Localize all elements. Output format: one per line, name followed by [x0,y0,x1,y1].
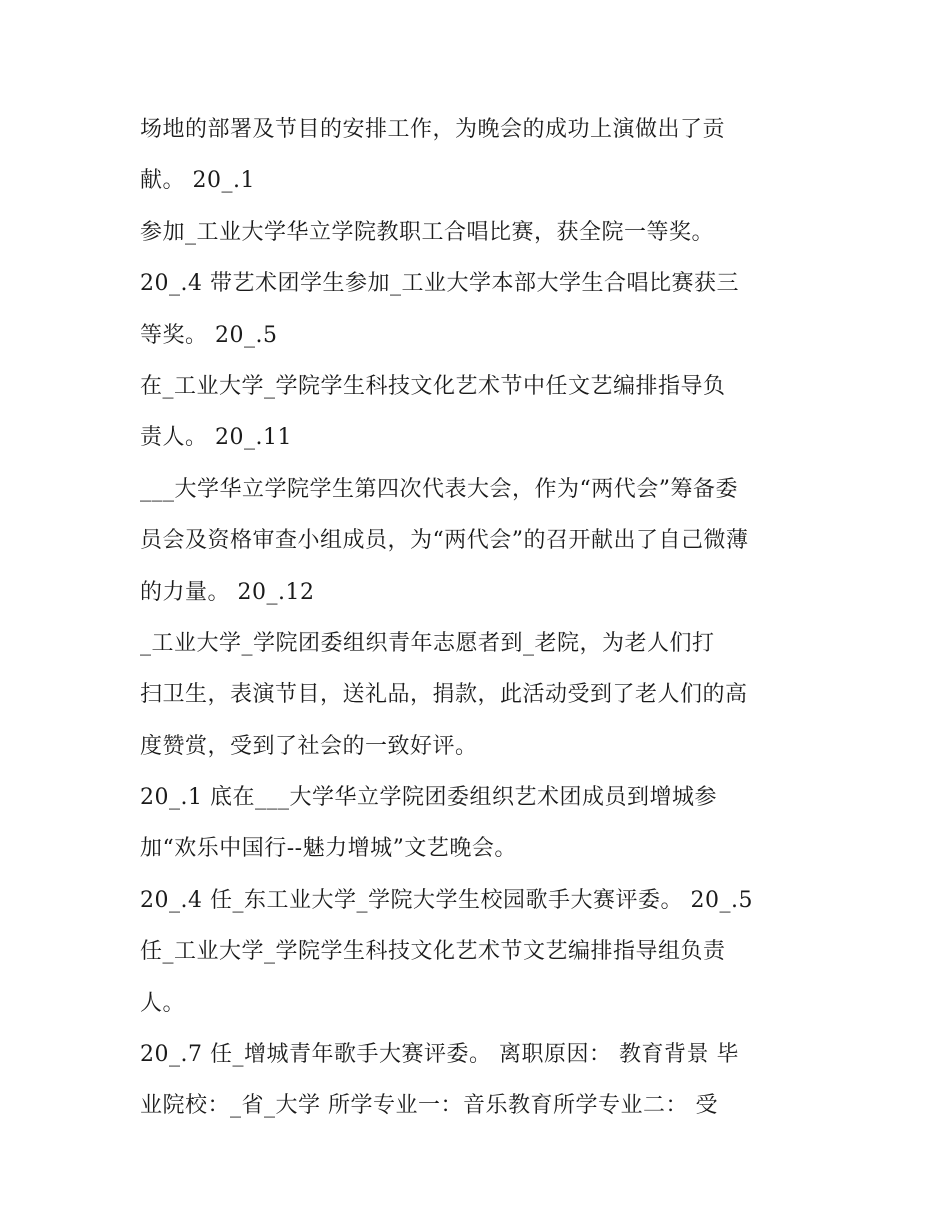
text-line: 的力量。 20_.12 [140,579,315,605]
text-line: 等奖。 20_.5 [140,322,278,348]
text-line: 20_.4 任_东工业大学_学院大学生校园歌手大赛评委。 20_.5 [140,887,753,913]
text-line: 业院校：_省_大学 所学专业一：音乐教育所学专业二： 受 [140,1093,718,1119]
text-line: 度赞赏，受到了社会的一致好评。 [140,733,478,759]
text-line: ___大学华立学院学生第四次代表大会，作为“两代会”筹备委 [140,476,738,502]
text-line: 献。 20_.1 [140,168,255,194]
text-line: 20_.1 底在___大学华立学院团委组织艺术团成员到增城参 [140,785,717,811]
text-line: 责人。 20_.11 [140,425,292,451]
text-line: 20_.7 任_增城青年歌手大赛评委。 离职原因： 教育背景 毕 [140,1042,739,1068]
text-line: 加“欢乐中国行--魅力增城”文艺晚会。 [140,836,517,862]
text-line: 参加_工业大学华立学院教职工合唱比赛，获全院一等奖。 [140,219,715,245]
text-line: 人。 [140,990,186,1016]
text-line: 在_工业大学_学院学生科技文化艺术节中任文艺编排指导负 [140,373,726,399]
document-body [140,104,820,1132]
text-line: 扫卫生，表演节目，送礼品，捐款，此活动受到了老人们的高 [140,682,748,708]
text-line: _工业大学_学院团委组织青年志愿者到_老院，为老人们打 [140,630,715,656]
text-line: 任_工业大学_学院学生科技文化艺术节文艺编排指导组负责 [140,939,726,965]
text-line: 场地的部署及节目的安排工作，为晚会的成功上演做出了贡 [140,117,726,142]
text-line: 员会及资格审查小组成员，为“两代会”的召开献出了自己微薄 [140,528,749,554]
text-line: 20_.4 带艺术团学生参加_工业大学本部大学生合唱比赛获三 [140,271,739,297]
